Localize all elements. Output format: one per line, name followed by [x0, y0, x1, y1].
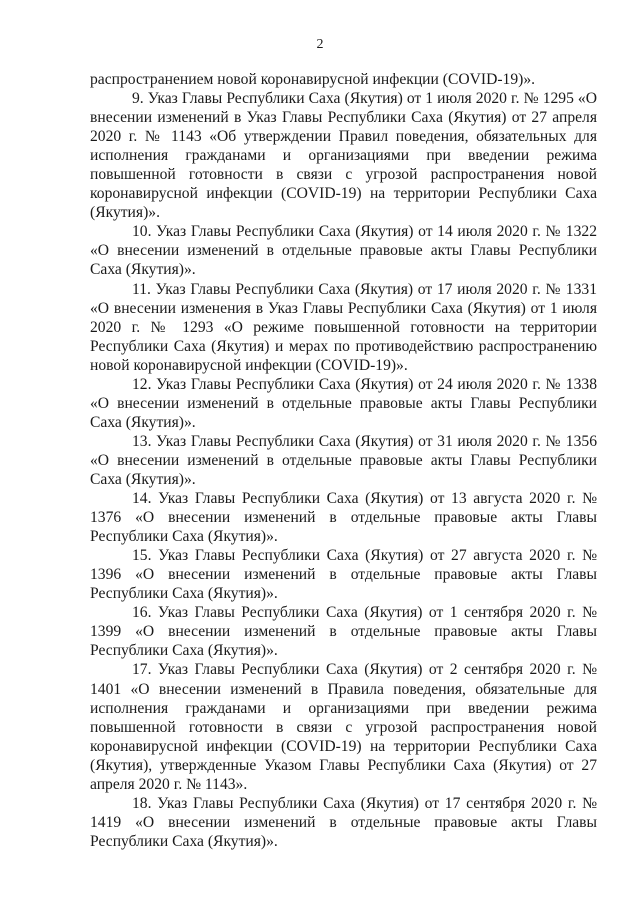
decree-item-13: 13. Указ Главы Республики Саха (Якутия) от 31 июля 2020 г. № 1356 «О внесении изменений в отдельные правовые акты Главы Республики Саха (Якутия)».	[90, 432, 597, 488]
decree-item-12: 12. Указ Главы Республики Саха (Якутия) от 24 июля 2020 г. № 1338 «О внесении изменений в отдельные правовые акты Главы Республики Саха (Якутия)».	[90, 375, 597, 431]
decree-item-17: 17. Указ Главы Республики Саха (Якутия) от 2 сентября 2020 г. № 1401 «О внесении изменений в Правила поведения, обязательные для исполнения гражданами и организациями при введении режима повышенной готовности в связи с угрозой распространения новой коронавирусной инфекции (COVID-19) на территории Республики Саха (Якутия), утвержденные Указом Главы Республики Саха (Якутия) от 27 апреля 2020 г. № 1143».	[90, 661, 597, 793]
continuation-paragraph: распространением новой коронавирусной инфекции (COVID-19)».	[90, 71, 536, 88]
decree-item-9: 9. Указ Главы Республики Саха (Якутия) от 1 июля 2020 г. № 1295 «О внесении изменений в Указ Главы Республики Саха (Якутия) от 27 апреля 2020 г. № 1143 «Об утверждении Правил поведения, обязательных для исполнения гражданами и организациями при введении режима повышенной готовности в связи с угрозой распространения новой коронавирусной инфекции (COVID-19) на территории Республики Саха (Якутия)».	[90, 90, 597, 222]
document-body	[90, 70, 597, 851]
decree-item-11: 11. Указ Главы Республики Саха (Якутия) от 17 июля 2020 г. № 1331 «О внесении изменения в Указ Главы Республики Саха (Якутия) от 1 июля 2020 г. № 1293 «О режиме повышенной готовности на территории Республики Саха (Якутия) и мерах по противодействию распространению новой коронавирусной инфекции (COVID-19)».	[90, 280, 597, 374]
decree-item-10: 10. Указ Главы Республики Саха (Якутия) от 14 июля 2020 г. № 1322 «О внесении изменений в отдельные правовые акты Главы Республики Саха (Якутия)».	[90, 223, 597, 279]
page-number: 2	[316, 37, 324, 52]
decree-item-14: 14. Указ Главы Республики Саха (Якутия) от 13 августа 2020 г. № 1376 «О внесении изменений в отдельные правовые акты Главы Республики Саха (Якутия)».	[90, 490, 597, 546]
decree-item-16: 16. Указ Главы Республики Саха (Якутия) от 1 сентября 2020 г. № 1399 «О внесении изменений в отдельные правовые акты Главы Республики Саха (Якутия)».	[90, 604, 597, 660]
decree-item-15: 15. Указ Главы Республики Саха (Якутия) от 27 августа 2020 г. № 1396 «О внесении изменений в отдельные правовые акты Главы Республики Саха (Якутия)».	[90, 547, 597, 603]
decree-item-18: 18. Указ Главы Республики Саха (Якутия) от 17 сентября 2020 г. № 1419 «О внесении изменений в отдельные правовые акты Главы Республики Саха (Якутия)».	[90, 794, 597, 850]
